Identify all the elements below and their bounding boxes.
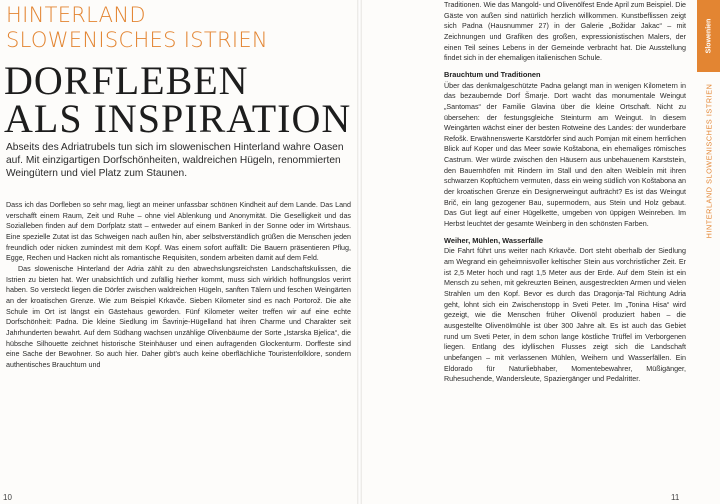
section-kicker <box>6 3 306 53</box>
left-page <box>0 0 358 504</box>
body-paragraph-1: Dass ich das Dorfleben so sehr mag, liegt an meiner unfassbar schönen Kindheit auf dem Lande. Das Land verschafft einem Raum, Zeit und Ruhe – ohne viel Ablenkung und Anonymität. Die Geselligkeit und das Sozialleben finden auf dem Dorfplatz statt – entweder auf einem Bankerl in der Sonne oder im Wirtshaus. Eine spezielle Zutat ist das Schweigen nach außen hin, aber selbstverständlich grüßen die Menschen jeden freundlich oder nicken zumindest mit dem Kopf. Was einem sofort auffällt: Die Bauern präsentieren Pflug, Egge, Rechen und Hacken nicht als romantische Requisiten, sondern arbeiten damit auf dem Feld. <box>6 201 351 263</box>
headline-line-1: DORFLEBEN <box>4 58 249 103</box>
article-headline <box>4 58 352 141</box>
left-body-column <box>6 200 351 482</box>
page-number-right: 11 <box>671 493 680 502</box>
headline-line-2: ALS INSPIRATION <box>4 96 352 141</box>
chapter-tab <box>697 0 720 72</box>
section-text-weiher: Die Fahrt führt uns weiter nach Krkavče. Dort steht oberhalb der Siedlung am Wegrand ein geheimnisvoller keltischer Stein aus vorchristlicher Zeit. Er ist 2,5 Meter hoch und ragt 1,5 Meter aus der Erde. Auf dem Stein ist ein Mensch zu sehen, mit gekreuzten Beinen, ausgestreckten Armen und vielen Strahlen um den Kopf. Bevor es durch das Dragonja-Tal Richtung Adria geht, lohnt sich ein Zwischenstopp in Sveti Peter. Im „Tonina Hisa“ wird gezeigt, wie die Menschen früher Olivenöl produziert haben – die ausgestellte Olivenölmühle ist über 300 Jahre alt. Es ist auch das Gebiet rund um Sveti Peter, in dem schon lange köstliche Trüffel im Verborgenen liegen. Entlang des idyllischen Flusses zeigt sich die Landschaft unbefangen – mit verlassenen Mühlen, Weihern und Wasserfällen. Ein Eldorado für Naturliebhaber, Momentebewahrer, Müßigänger, Ruhesuchende, Wandersleute, Spaziergänger und Pedalritter. <box>444 247 686 384</box>
section-heading-brauchtum: Brauchtum und Traditionen <box>444 69 541 79</box>
kicker-line-2: SLOWENISCHES ISTRIEN <box>6 28 268 52</box>
side-title-label: HINTERLAND SLOWENISCHES ISTRIEN <box>704 83 713 239</box>
kicker-line-1: HINTERLAND <box>6 3 146 27</box>
section-heading-weiher: Weiher, Mühlen, Wasserfälle <box>444 235 543 245</box>
section-text-brauchtum: Über das denkmalgeschützte Padna gelangt man in wenigen Kilometern in das bezaubernde Dorf Šmarje. Dort wacht das monumentale Weingut „Santomas“ der Familie Glavina über die kleine Ortschaft. Nicht zu übersehen: der festungsgleiche Steinturm am Weingut. In diesem Weingärten wächst einer der besten Rotweine des Landes: der wunderbare Refošk. Erwähnenswerte Karstdörfer sind auch Pomjan mit einem herrlichen Blick auf Koper und das Meer sowie Koštabona, ein ehemaliges römisches Castrum. Wer würde zwischen den Häusern aus unbehauenem Karststein, den Bauernhöfen mit Rindern im Stall und den alten Weibleín mit ihren schwarzen Kopftüchern vermuten, dass ein weing südlich von Koštabona an der kroatischen Grenze ein Designerweingut aufträcht? Es ist das Weingut Brič, ein lang gezogener Bau, supermodern, aus Stein und Holz gebaut. Das Gut liegt auf einer Hügelkette, umgeben von üppigen Weinreben. Im Herbst leuchtet der gesamte Weinberg in den schönsten Farben. <box>444 81 686 229</box>
right-intro-paragraph: Traditionen. Wie das Mangold- und Olivenölfest Ende April zum Beispiel. Die Gäste von außen sind natürlich herzlich willkommen. Kunstbeflissen zeigt sich Padna (Hausnummer 27) in der Galerie „Božidar Jakac“ – mit Zeichnungen und Grafiken des großen, expressionistischen Malers, der einen Teil seines Lebens in der Gemeinde verbracht hat. Die Ausstellung findet sich in der ehemaligen italienischen Schule. <box>444 1 686 63</box>
running-side-title <box>697 83 720 239</box>
chapter-tab-label: Slowenien <box>705 18 712 54</box>
body-paragraph-2: Das slowenische Hinterland der Adria zählt zu den abwechslungsreichsten Landschaftskulissen, die Istrien zu bieten hat. Wer unabsichtlich und zufällig hierher kommt, muss sich wirklich hoffnungslos verirrt haben. So versteckt liegen die Dörfer zwischen waldreichen Hügeln, sanften Tälern und feschen Weingärten an der kroatischen Grenze. Wie zum Beispiel Krkavče. Sieben Kilometer sind es nach Portorož. Die alte Schule im Ort ist längst ein Gästehaus geworden. Fünf Kilometer weiter treffen wir auf eine echte Dorfschönheit: Padna. Die kleine Siedlung im Šavrinje-Hügelland hat ihren Charme und Charakter seit Jahrhunderten bewahrt. Auf dem Südhang wachsen unzählige Olivenbäume der Sorte „Istarska Bjelica“, die hübsche Silhouette zeichnet historische Steinhäuser und einen aufragenden Glockenturm. Dorffeste sind eine Sache der Bewohner. So auch hier. Daher gibt’s auch keine oberflächliche Touristenfolklore, sondern authentisches Brauchtum und <box>6 264 351 369</box>
page-number-left: 10 <box>3 493 12 502</box>
lead-paragraph: Abseits des Adriatrubels tun sich im slowenischen Hinterland wahre Oasen auf. Mit einzigartigen Dorfschönheiten, waldreichen Hügeln, renommierten Weingütern und viel Platz zum Staunen. <box>6 142 344 180</box>
right-body-column <box>444 0 686 490</box>
